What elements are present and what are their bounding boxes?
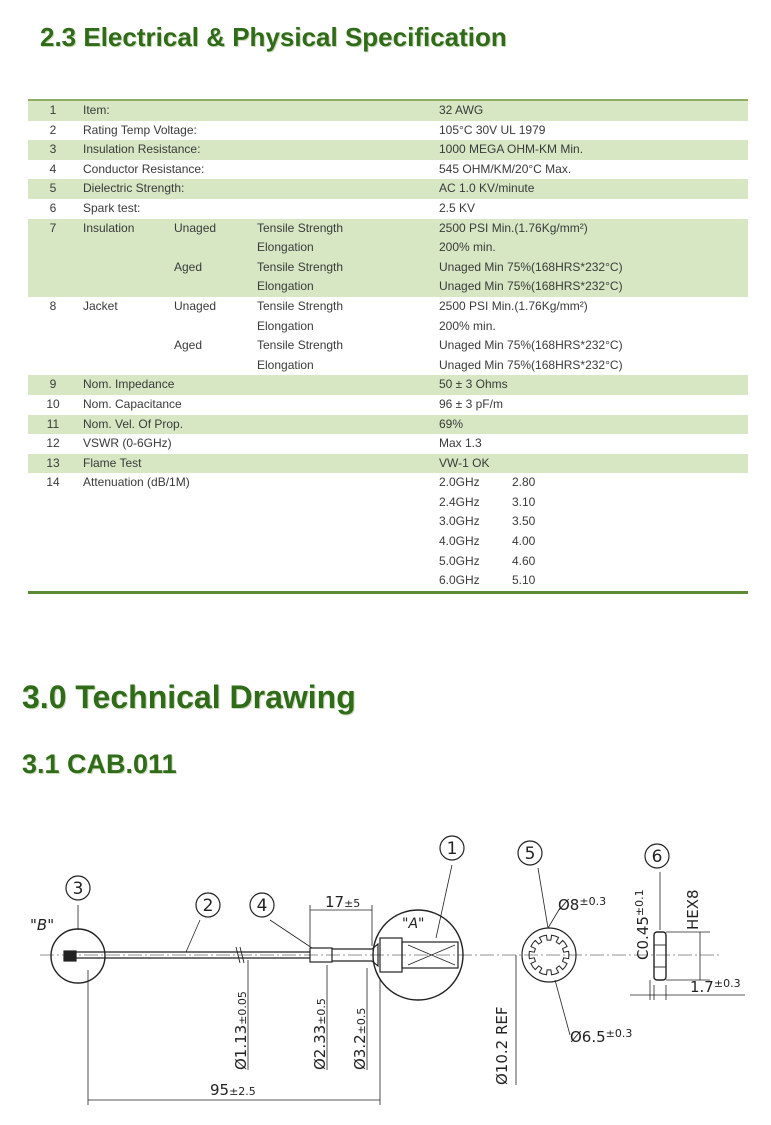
- spec-row-value: Unaged Min 75%(168HRS*232°C): [437, 258, 748, 278]
- balloon-leader: [538, 868, 548, 928]
- spec-row-number: 5: [28, 179, 78, 199]
- spec-row: [28, 179, 748, 199]
- spec-row-number: [28, 277, 78, 297]
- section-title-electrical-physical: 2.3 Electrical & Physical Specification: [40, 22, 507, 52]
- spec-row-value: 2500 PSI Min.(1.76Kg/mm²): [439, 298, 588, 313]
- spec-row-number: 1: [28, 100, 78, 121]
- svg-text:C0.45±0.1: [633, 889, 652, 960]
- spec-row-label: [78, 532, 437, 552]
- spec-row-property: Elongation: [254, 277, 437, 297]
- svg-text:Ø2.33±0.5: [311, 998, 329, 1070]
- atten-value: 2.80: [512, 475, 536, 490]
- spec-row-number: 11: [28, 415, 78, 435]
- spec-row: [28, 552, 748, 572]
- spec-row-label: [78, 493, 437, 513]
- spec-row-value: 200% min.: [439, 318, 496, 333]
- spec-row-condition: Unaged: [174, 298, 217, 313]
- balloon-number: 5: [524, 844, 536, 864]
- dim-d113-tol: ±0.05: [236, 991, 249, 1025]
- svg-text:Ø8±0.3: [558, 895, 606, 914]
- spec-row-number: [28, 317, 78, 337]
- spec-row: [28, 100, 748, 121]
- spec-row: [28, 512, 748, 532]
- svg-text:17±5: [325, 893, 360, 911]
- spec-row-number: 8: [49, 298, 57, 313]
- spec-row-label: Nom. Impedance: [78, 375, 437, 395]
- balloon-number: 2: [202, 896, 214, 916]
- detail-b-label: "B": [30, 916, 55, 934]
- spec-row-label: Rating Temp Voltage:: [83, 122, 197, 137]
- subsection-title-cab011: 3.1 CAB.011: [22, 749, 177, 779]
- spec-row-value: 2.5 KV: [439, 200, 476, 215]
- spec-row-number: [28, 512, 78, 532]
- spec-row-number: 14: [46, 475, 60, 490]
- spec-row-value: 50 ± 3 Ohms: [437, 375, 748, 395]
- atten-value: 5.10: [512, 573, 536, 588]
- spec-row-condition: [169, 356, 254, 376]
- atten-value: 4.60: [512, 553, 536, 568]
- spec-row-number: [28, 493, 78, 513]
- spec-row-condition: Unaged: [169, 219, 254, 239]
- spec-row: [28, 297, 748, 317]
- spec-row-value: AC 1.0 KV/minute: [437, 179, 748, 199]
- spec-row: [28, 434, 748, 454]
- spec-row-value: 32 AWG: [437, 100, 748, 121]
- spec-row-number: 10: [46, 396, 60, 411]
- atten-entry: [437, 493, 748, 513]
- atten-value: 4.00: [512, 534, 536, 549]
- dim-d65-tol: ±0.3: [605, 1027, 633, 1040]
- dim-95-tol: ±2.5: [229, 1085, 256, 1098]
- dim-d233-value: Ø2.33: [311, 1024, 329, 1070]
- spec-row-label: Nom. Capacitance: [83, 396, 182, 411]
- spec-row-label: Dielectric Strength:: [78, 179, 437, 199]
- spec-row-number: 4: [49, 161, 57, 176]
- spec-row-number: [28, 552, 78, 572]
- spec-row-label: [78, 552, 437, 572]
- balloon-number: 3: [72, 879, 84, 899]
- balloon-number: 1: [446, 839, 458, 859]
- spec-row-value: Max 1.3: [439, 436, 482, 451]
- atten-entry: [437, 532, 748, 552]
- spec-row-label: Item:: [78, 100, 437, 121]
- spec-row-label: [78, 571, 437, 592]
- spec-row-value: 2500 PSI Min.(1.76Kg/mm²): [437, 219, 748, 239]
- dim-d8-tol: ±0.3: [579, 895, 607, 908]
- spec-row-number: 7: [28, 219, 78, 239]
- connector-b-body: [64, 951, 76, 961]
- dim-c045-tol: ±0.1: [633, 889, 646, 917]
- spec-row-label: [78, 336, 169, 356]
- svg-text:Ø6.5±0.3: [570, 1027, 632, 1046]
- dim-d32-value: Ø3.2: [351, 1034, 369, 1070]
- atten-frequency: 4.0GHz: [439, 534, 480, 549]
- dim-d102-value: Ø10.2 REF: [493, 1006, 511, 1085]
- spec-row: [28, 277, 748, 297]
- spec-row-label: Insulation: [78, 219, 169, 239]
- spec-row: [28, 160, 748, 180]
- atten-entry: [437, 512, 748, 532]
- spec-row-number: [28, 532, 78, 552]
- spec-table: [28, 99, 748, 594]
- atten-entry: [437, 473, 748, 493]
- balloon-leader: [270, 920, 312, 948]
- svg-text:Ø1.13±0.05: [232, 991, 250, 1070]
- section-title-technical-drawing: 3.0 Technical Drawing: [22, 679, 356, 715]
- spec-row: [28, 121, 748, 141]
- dim-hex-value: HEX8: [684, 889, 702, 930]
- spec-row: [28, 336, 748, 356]
- spec-row-property: Tensile Strength: [254, 258, 437, 278]
- spec-row-property: Tensile Strength: [254, 219, 437, 239]
- spec-row: [28, 356, 748, 376]
- spec-row-number: 9: [28, 375, 78, 395]
- dim-95-value: 95: [210, 1081, 230, 1099]
- spec-row-value: 69%: [437, 415, 748, 435]
- spec-row-property: Elongation: [254, 238, 437, 258]
- spec-row-property: Tensile Strength: [257, 298, 344, 313]
- spec-row-label: [78, 512, 437, 532]
- dim-c045-value: C0.45: [634, 916, 652, 960]
- spec-row-value: Unaged Min 75%(168HRS*232°C): [437, 277, 748, 297]
- atten-entry: [437, 571, 748, 592]
- spec-row: [28, 199, 748, 219]
- dim-17-value: 17: [325, 893, 345, 911]
- spec-row-label: [78, 317, 169, 337]
- dim-17b-value: 1.7: [690, 978, 714, 996]
- spec-row: [28, 140, 748, 160]
- spec-row: [28, 415, 748, 435]
- atten-frequency: 2.4GHz: [439, 494, 480, 509]
- spec-row-value: 200% min.: [437, 238, 748, 258]
- dim-d32-tol: ±0.5: [355, 1007, 368, 1035]
- spec-row-number: [28, 356, 78, 376]
- spec-row-value: 1000 MEGA OHM-KM Min.: [437, 140, 748, 160]
- spec-row: [28, 532, 748, 552]
- spec-row: [28, 454, 748, 474]
- spec-row-property: Tensile Strength: [257, 338, 344, 353]
- spec-row-label: Conductor Resistance:: [83, 161, 205, 176]
- spec-row: [28, 258, 748, 278]
- dim-d113-value: Ø1.13: [232, 1024, 250, 1070]
- spec-row-condition: [169, 317, 254, 337]
- spec-row: [28, 473, 748, 493]
- spec-row: [28, 395, 748, 415]
- spec-row-value: 545 OHM/KM/20°C Max.: [439, 161, 572, 176]
- spec-row: [28, 375, 748, 395]
- atten-frequency: 6.0GHz: [439, 573, 480, 588]
- spec-row-number: [28, 238, 78, 258]
- spec-row-condition: [169, 238, 254, 258]
- balloon-number: 6: [651, 847, 663, 867]
- spec-row-label: [78, 238, 169, 258]
- balloon-leader: [436, 865, 452, 938]
- svg-text:1.7±0.3: [690, 977, 741, 996]
- spec-row-number: 12: [46, 436, 60, 451]
- technical-drawing: [0, 820, 771, 1120]
- atten-entry: [437, 552, 748, 572]
- detail-b-circle: [51, 929, 105, 983]
- spec-row-label: Flame Test: [78, 454, 437, 474]
- spec-row-condition: Aged: [169, 258, 254, 278]
- spec-row-label: Spark test:: [83, 200, 141, 215]
- spec-row: [28, 571, 748, 592]
- atten-frequency: 2.0GHz: [439, 475, 480, 490]
- spec-row-number: 3: [28, 140, 78, 160]
- spec-row-number: [28, 336, 78, 356]
- spec-row: [28, 317, 748, 337]
- svg-text:Ø3.2±0.5: [351, 1008, 369, 1070]
- dim-17b-tol: ±0.3: [713, 977, 741, 990]
- atten-value: 3.10: [512, 494, 536, 509]
- spec-row-number: 13: [28, 454, 78, 474]
- spec-row-number: [28, 258, 78, 278]
- spec-row-number: 2: [49, 122, 57, 137]
- spec-row-condition: Aged: [174, 338, 203, 353]
- spec-row-number: 6: [49, 200, 57, 215]
- spec-row-label: [78, 258, 169, 278]
- balloon-number: 4: [256, 896, 268, 916]
- spec-row-label: [78, 277, 169, 297]
- spec-row-number: [28, 571, 78, 592]
- spec-row-label: Jacket: [83, 298, 118, 313]
- spec-row-property: Elongation: [257, 318, 314, 333]
- spec-row-property: Elongation: [257, 357, 314, 372]
- spec-row-value: 105°C 30V UL 1979: [439, 122, 546, 137]
- dim-d65-value: Ø6.5: [570, 1028, 606, 1046]
- spec-row-value: Unaged Min 75%(168HRS*232°C): [439, 338, 623, 353]
- spec-row-value: Unaged Min 75%(168HRS*232°C): [439, 357, 623, 372]
- dim-d8-value: Ø8: [558, 896, 580, 914]
- balloon-leader: [186, 920, 200, 952]
- atten-frequency: 3.0GHz: [439, 514, 480, 529]
- spec-row-label: VSWR (0-6GHz): [83, 436, 172, 451]
- spec-row-value: VW-1 OK: [437, 454, 748, 474]
- spec-row-label: Nom. Vel. Of Prop.: [78, 415, 437, 435]
- dim-d233-tol: ±0.5: [315, 998, 328, 1025]
- spec-row-value: 96 ± 3 pF/m: [439, 396, 503, 411]
- spec-row-condition: [169, 277, 254, 297]
- spec-row-label: [78, 356, 169, 376]
- spec-row: [28, 219, 748, 239]
- side-view-hex: [654, 932, 666, 980]
- spec-row: [28, 238, 748, 258]
- spec-row-label: Attenuation (dB/1M): [83, 475, 190, 490]
- spec-row: [28, 493, 748, 513]
- detail-a-label: "A": [402, 916, 425, 932]
- dim-17-tol: ±5: [344, 897, 361, 910]
- atten-value: 3.50: [512, 514, 536, 529]
- atten-frequency: 5.0GHz: [439, 553, 480, 568]
- spec-row-label: Insulation Resistance:: [78, 140, 437, 160]
- svg-text:95±2.5: [210, 1081, 256, 1099]
